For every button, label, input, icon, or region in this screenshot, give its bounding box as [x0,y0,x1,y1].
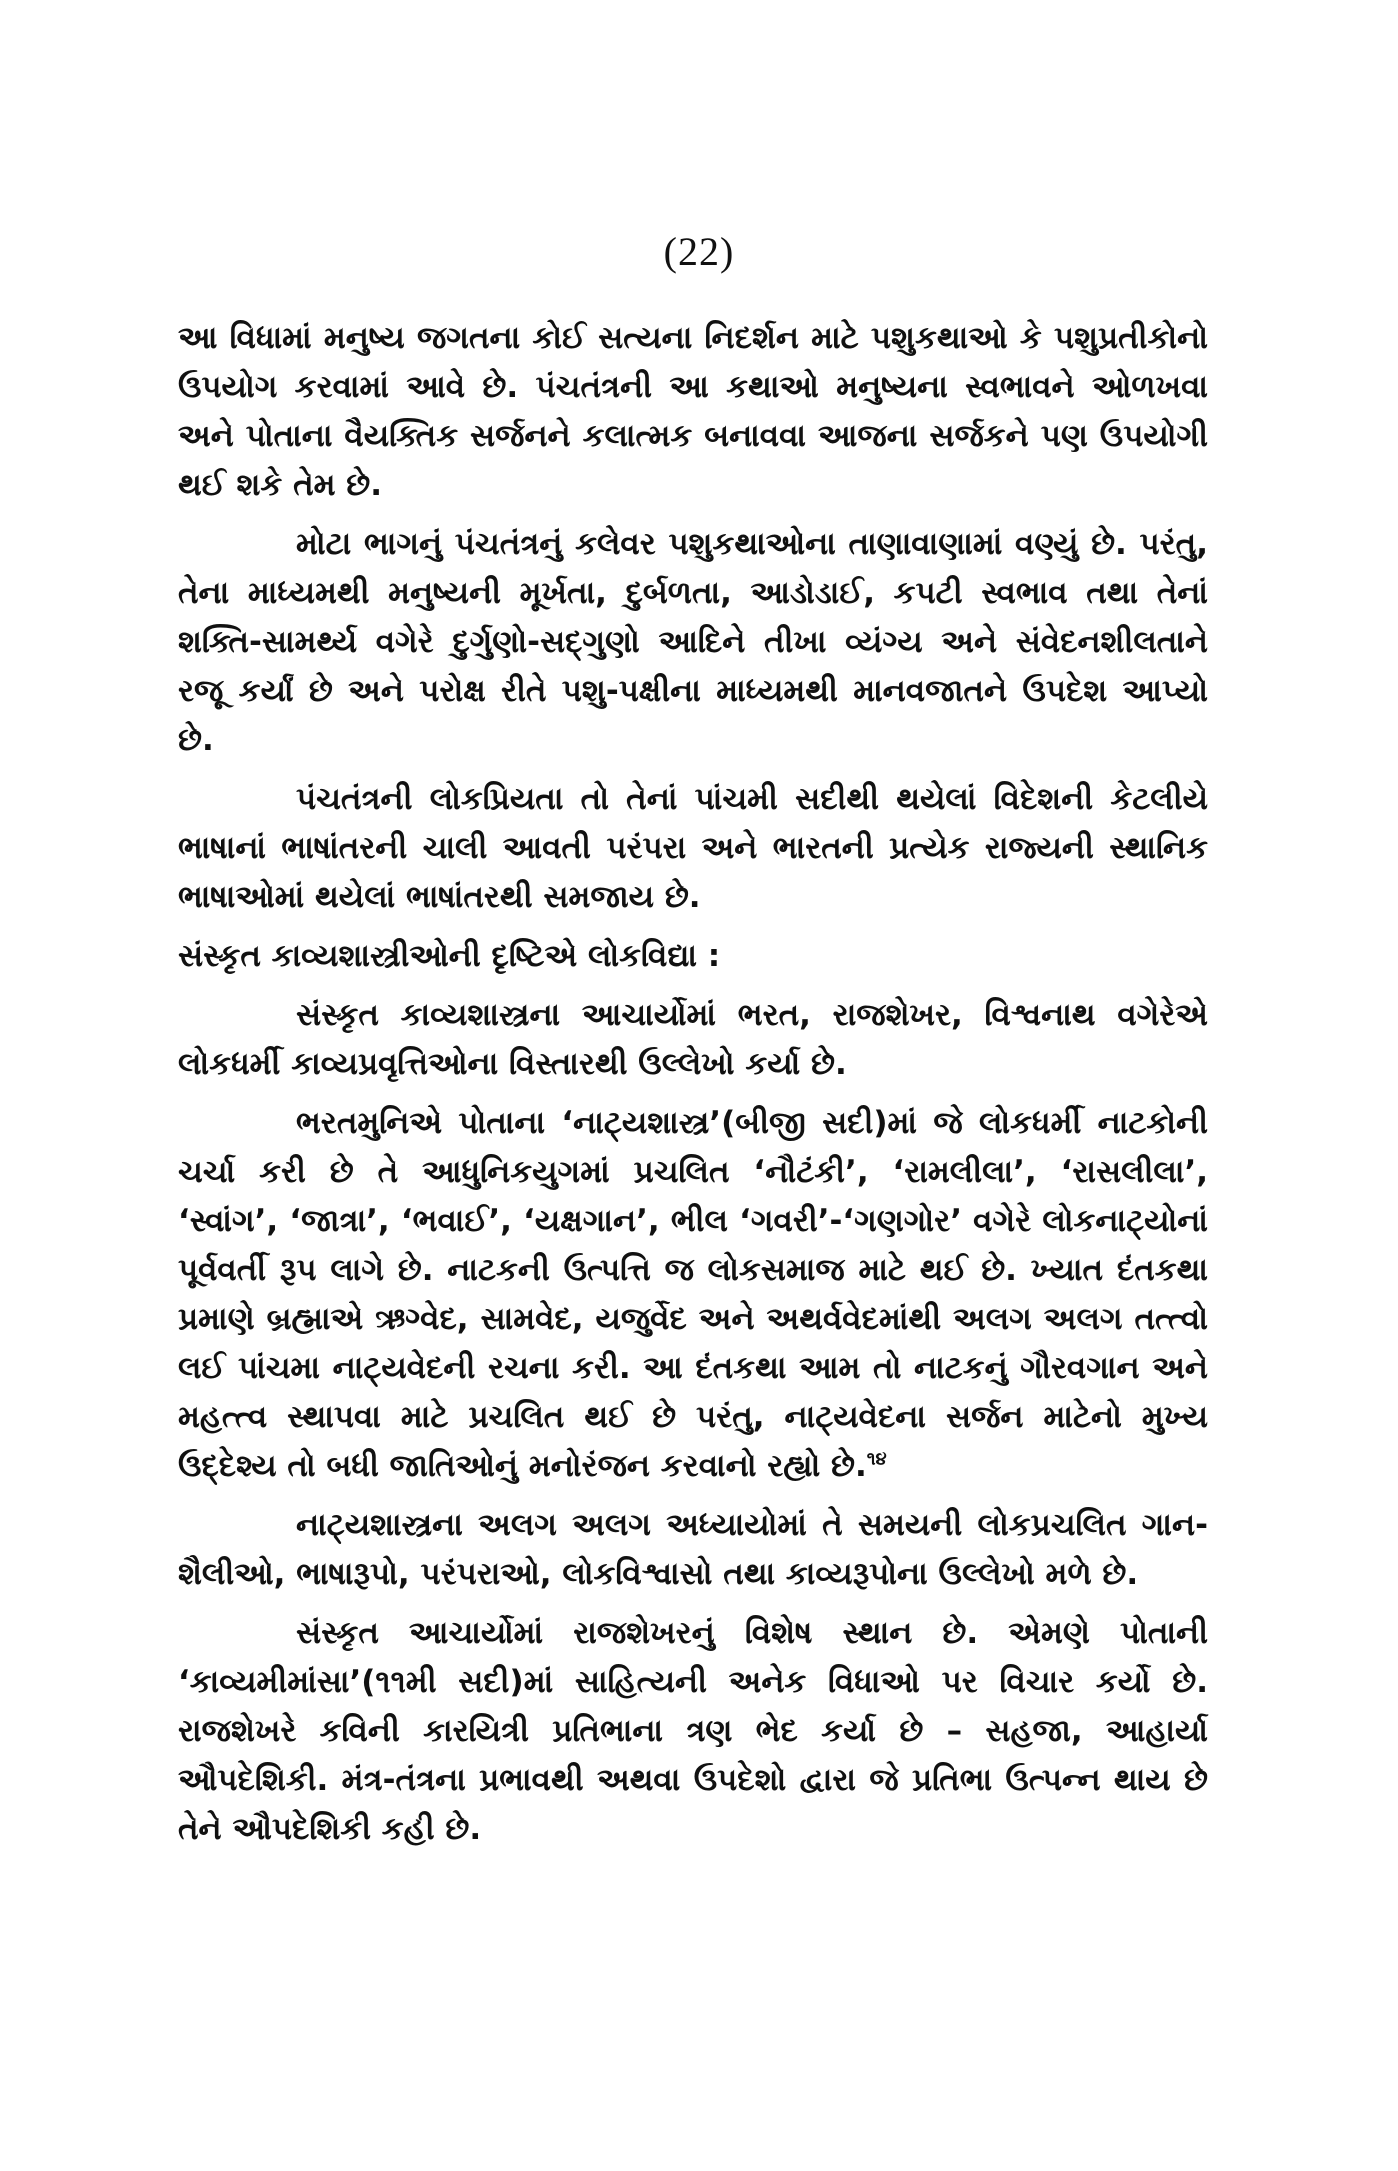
paragraph-acharyas: સંસ્કૃત કાવ્યશાસ્ત્રના આચાર્યોમાં ભરત, રાજશેખર, વિશ્વનાથ વગેરેએ લોકધર્મી કાવ્યપ્રવૃત્તિઓના વિસ્તારથી ઉલ્લેખો કર્યા છે. [178,997,1208,1082]
section-heading: સંસ્કૃત કાવ્યશાસ્ત્રીઓની દૃષ્ટિએ લોકવિદ્યા : [178,938,721,974]
paragraph-continuation: આ વિધામાં મનુષ્ય જગતના કોઈ સત્યના નિદર્શન માટે પશુકથાઓ કે પશુપ્રતીકોનો ઉપયોગ કરવામાં આવે છે. પંચતંત્રની આ કથાઓ મનુષ્યના સ્વભાવને ઓળખવા અને પોતાના વૈયક્તિક સર્જનને કલાત્મક બનાવવા આજના સર્જકને પણ ઉપયોગી થઈ શકે તેમ છે. [178,320,1208,503]
paragraph-bharatmuni-text: ભરતમુનિએ પોતાના ‘નાટ્યશાસ્ત્ર’(બીજી સદી)માં જે લોકધર્મી નાટકોની ચર્ચા કરી છે તે આધુનિકયુગમાં પ્રચલિત ‘નૌટંકી’, ‘રામલીલા’, ‘રાસલીલા’, ‘સ્વાંગ’, ‘જાત્રા’, ‘ભવાઈ’, ‘યક્ષગાન’, ભીલ ‘ગવરી’-‘ગણગોર’ વગેરે લોકનાટ્યોનાં પૂર્વવર્તી રૂપ લાગે છે. નાટકની ઉત્પત્તિ જ લોકસમાજ માટે થઈ છે. ખ્યાત દંતકથા પ્રમાણે બ્રહ્માએ ઋગ્વેદ, સામવેદ, યજુર્વેદ અને અથર્વવેદમાંથી અલગ અલગ તત્ત્વો લઈ પાંચમા નાટ્યવેદની રચના કરી. આ દંતકથા આમ તો નાટકનું ગૌરવગાન અને મહત્ત્વ સ્થાપવા માટે પ્રચલિત થઈ છે પરંતુ, નાટ્યવેદના સર્જન માટેનો મુખ્ય ઉદ્દેશ્ય તો બધી જાતિઓનું મનોરંજન કરવાનો રહ્યો છે. [178,1105,1208,1484]
footnote-marker: ૧૪ [866,1448,887,1470]
paragraph-panchatantra-body: મોટા ભાગનું પંચતંત્રનું કલેવર પશુકથાઓના તાણાવાણામાં વણ્યું છે. પરંતુ, તેના માધ્યમથી મનુષ્યની મૂર્ખતા, દુર્બળતા, આડોડાઈ, કપટી સ્વભાવ તથા તેનાં શક્તિ-સામર્થ્ય વગેરે દુર્ગુણો-સદ્‌ગુણો આદિને તીખા વ્યંગ્ય અને સંવેદનશીલતાને રજૂ કર્યાં છે અને પરોક્ષ રીતે પશુ-પક્ષીના માધ્યમથી માનવજાતને ઉપદેશ આપ્યો છે. [178,526,1208,758]
body-text [178,314,1208,1864]
paragraph-rajshekhar: સંસ્કૃત આચાર્યોમાં રાજશેખરનું વિશેષ સ્થાન છે. એમણે પોતાની ‘કાવ્યમીમાંસા’(૧૧મી સદી)માં સાહિત્યની અનેક વિધાઓ પર વિચાર કર્યો છે. રાજશેખરે કવિની કારયિત્રી પ્રતિભાના ત્રણ ભેદ કર્યા છે – સહજા, આહાર્યા ઔપદેશિકી. મંત્ર-તંત્રના પ્રભાવથી અથવા ઉપદેશો દ્વારા જે પ્રતિભા ઉત્પન્ન થાય છે તેને ઔપદેશિકી કહી છે. [178,1615,1208,1847]
page-number: (22) [663,229,735,274]
paragraph-bharatmuni [178,1099,1208,1491]
paragraph-natyashastra: નાટ્યશાસ્ત્રના અલગ અલગ અધ્યાયોમાં તે સમયની લોકપ્રચલિત ગાન-શૈલીઓ, ભાષારૂપો, પરંપરાઓ, લોકવિશ્વાસો તથા કાવ્યરૂપોના ઉલ્લેખો મળે છે. [178,1507,1208,1592]
paragraph-panchatantra-popularity: પંચતંત્રની લોકપ્રિયતા તો તેનાં પાંચમી સદીથી થયેલાં વિદેશની કેટલીયે ભાષાનાં ભાષાંતરની ચાલી આવતી પરંપરા અને ભારતની પ્રત્યેક રાજ્યની સ્થાનિક ભાષાઓમાં થયેલાં ભાષાંતરથી સમજાય છે. [178,781,1208,915]
